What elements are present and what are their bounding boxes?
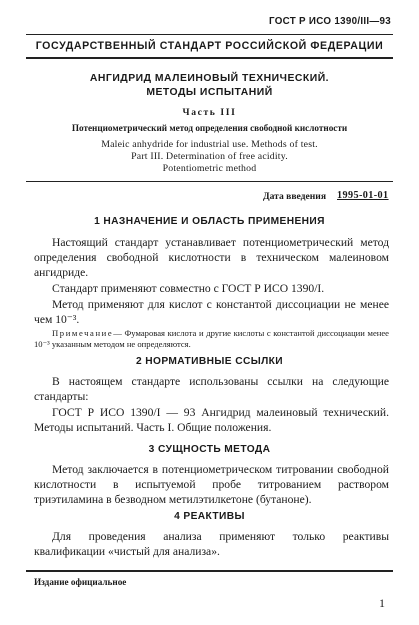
english-title-1: Maleic anhydride for industrial use. Methods of test. xyxy=(101,139,318,150)
intro-date-value: 1995-01-01 xyxy=(337,190,389,201)
footer-rule xyxy=(26,570,393,572)
section-1-paragraph-1: Настоящий стандарт устанавливает потенциометрический метод определения свободной кислотности в техническом малеиновом ангидриде. xyxy=(34,236,389,280)
section-3-paragraph-1: Метод заключается в потенциометрическом титровании свободной кислотности в испытуемой пробе титрованием раствором триэтиламина в безводном метилэтилкетоне (бутаноне). xyxy=(34,463,389,507)
section-1-heading: 1 НАЗНАЧЕНИЕ И ОБЛАСТЬ ПРИМЕНЕНИЯ xyxy=(94,216,325,227)
section-3-heading: 3 СУЩНОСТЬ МЕТОДА xyxy=(148,444,271,455)
section-4-paragraph-1: Для проведения анализа применяют только реактивы квалификации «чистый для анализа». xyxy=(34,530,389,559)
title-line-2: МЕТОДЫ ИСПЫТАНИЙ xyxy=(146,87,273,98)
standard-org-title: ГОСУДАРСТВЕННЫЙ СТАНДАРТ РОССИЙСКОЙ ФЕДЕРАЦИИ xyxy=(35,40,384,52)
edition-note: Издание официальное xyxy=(34,577,127,587)
section-1-paragraph-3: Метод применяют для кислот с константой диссоциации не менее чем 10⁻³. xyxy=(34,298,389,327)
document-code: ГОСТ Р ИСО 1390/III—93 xyxy=(268,16,391,27)
page-number: 1 xyxy=(379,596,385,610)
english-title-2: Part III. Determination of free acidity. xyxy=(131,151,288,162)
title-rule xyxy=(26,181,393,182)
english-title-3: Potentiometric method xyxy=(162,163,257,174)
part-label: Часть III xyxy=(182,107,237,118)
title-line-1: АНГИДРИД МАЛЕИНОВЫЙ ТЕХНИЧЕСКИЙ. xyxy=(89,73,330,84)
section-1-paragraph-2: Стандарт применяют совместно с ГОСТ Р ИСО 1390/I. xyxy=(52,282,325,295)
section-2-paragraph-2: ГОСТ Р ИСО 1390/I — 93 Ангидрид малеиновый технический. Методы испытаний. Часть I. Общие положения. xyxy=(34,406,389,435)
note-text: — Фумаровая кислота и другие кислоты с константой диссоциации менее 10⁻³ указанным методом не определяются. xyxy=(34,328,389,349)
header-bottom-rule xyxy=(26,57,393,59)
intro-date-label: Дата введения xyxy=(263,191,327,202)
section-1-note xyxy=(34,328,389,350)
header-top-rule xyxy=(26,34,393,35)
section-2-heading: 2 НОРМАТИВНЫЕ ССЫЛКИ xyxy=(135,356,283,367)
title-subtitle: Потенциометрический метод определения свободной кислотности xyxy=(71,123,348,133)
note-label: Примечание xyxy=(52,328,114,338)
section-4-heading: 4 РЕАКТИВЫ xyxy=(174,511,245,522)
section-2-paragraph-1: В настоящем стандарте использованы ссылки на следующие стандарты: xyxy=(34,375,389,404)
